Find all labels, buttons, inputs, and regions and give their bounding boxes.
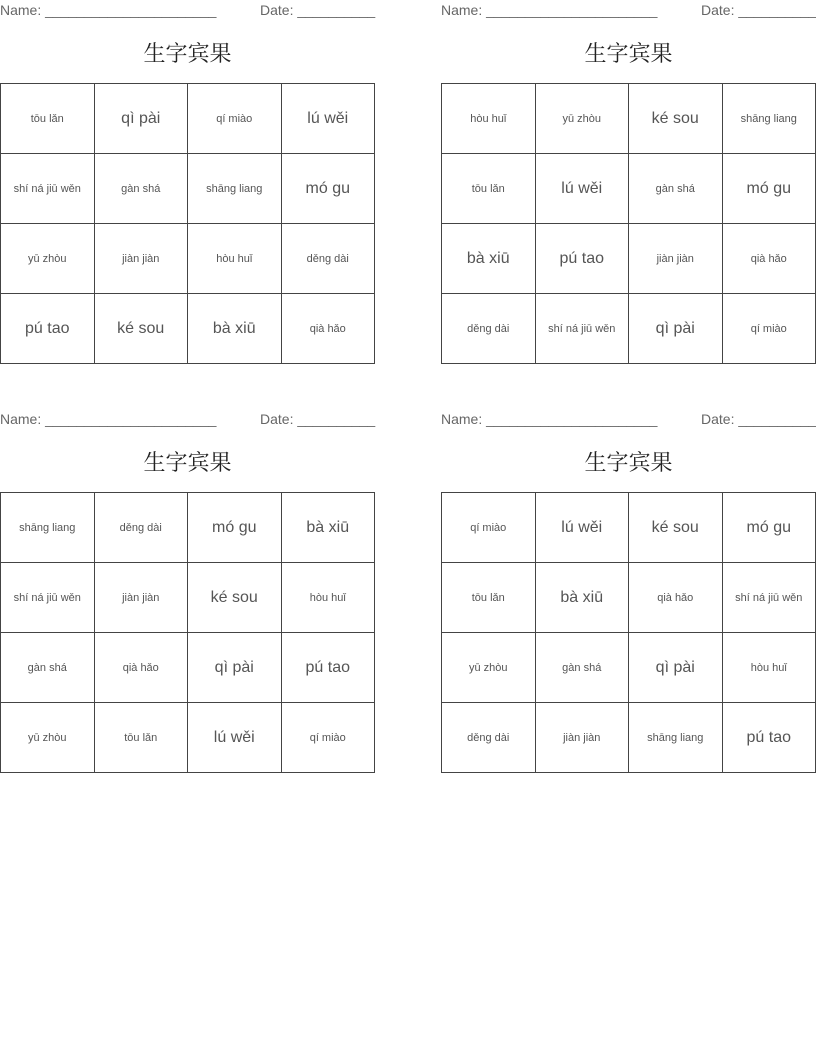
name-label: Name: xyxy=(441,2,483,18)
bingo-cell: yū zhòu xyxy=(536,84,630,154)
name-label: Name: xyxy=(441,411,483,427)
bingo-cell: tōu lǎn xyxy=(442,154,536,224)
bingo-cell: pú tao xyxy=(1,294,95,364)
bingo-grid xyxy=(0,492,375,773)
bingo-cell: mó gu xyxy=(723,493,816,563)
bingo-cell: jiàn jiàn xyxy=(629,224,723,294)
name-blank: ______________________ xyxy=(45,411,217,427)
name-line xyxy=(441,411,657,427)
bingo-card xyxy=(0,0,375,366)
date-blank: __________ xyxy=(738,411,816,427)
date-label: Date: xyxy=(701,411,735,427)
name-line xyxy=(0,411,216,427)
name-line xyxy=(441,2,657,18)
bingo-cell: hòu huǐ xyxy=(188,224,282,294)
bingo-cell: qí miào xyxy=(282,703,376,773)
bingo-cell: bà xiū xyxy=(442,224,536,294)
bingo-cell: bà xiū xyxy=(536,563,630,633)
bingo-cell: shí ná jiū wěn xyxy=(1,154,95,224)
bingo-grid xyxy=(441,83,816,364)
bingo-cell: lú wěi xyxy=(536,154,630,224)
bingo-cell: qià hǎo xyxy=(629,563,723,633)
bingo-cell: děng dài xyxy=(442,703,536,773)
name-blank: ______________________ xyxy=(486,411,658,427)
bingo-cell: jiàn jiàn xyxy=(536,703,630,773)
bingo-grid xyxy=(0,83,375,364)
bingo-cell: qià hǎo xyxy=(95,633,189,703)
bingo-cell: qì pài xyxy=(629,294,723,364)
bingo-cell: shāng liang xyxy=(629,703,723,773)
name-blank: ______________________ xyxy=(45,2,217,18)
bingo-cell: tōu lǎn xyxy=(1,84,95,154)
date-label: Date: xyxy=(701,2,735,18)
bingo-cell: pú tao xyxy=(723,703,816,773)
bingo-cell: shí ná jiū wěn xyxy=(1,563,95,633)
bingo-cell: shāng liang xyxy=(1,493,95,563)
bingo-cell: gàn shá xyxy=(1,633,95,703)
bingo-cell: qí miào xyxy=(442,493,536,563)
date-blank: __________ xyxy=(297,411,376,427)
date-line xyxy=(701,2,816,18)
bingo-cell: qì pài xyxy=(188,633,282,703)
bingo-cell: gàn shá xyxy=(629,154,723,224)
card-title: 生字宾果 xyxy=(584,451,673,476)
bingo-cell: mó gu xyxy=(282,154,376,224)
bingo-cell: yū zhòu xyxy=(1,224,95,294)
name-blank: ______________________ xyxy=(486,2,658,18)
bingo-cell: gàn shá xyxy=(95,154,189,224)
bingo-cell: jiàn jiàn xyxy=(95,224,189,294)
bingo-cell: hòu huǐ xyxy=(723,633,816,703)
bingo-cell: shí ná jiū wěn xyxy=(536,294,630,364)
bingo-cell: shāng liang xyxy=(188,154,282,224)
date-line xyxy=(260,411,375,427)
bingo-cell: qí miào xyxy=(723,294,816,364)
bingo-cell: gàn shá xyxy=(536,633,630,703)
bingo-cell: jiàn jiàn xyxy=(95,563,189,633)
bingo-cell: qià hǎo xyxy=(282,294,376,364)
bingo-cell: yū zhòu xyxy=(1,703,95,773)
bingo-cell: ké sou xyxy=(629,493,723,563)
bingo-cell: lú wěi xyxy=(188,703,282,773)
bingo-cell: tōu lǎn xyxy=(442,563,536,633)
bingo-cell: hòu huǐ xyxy=(282,563,376,633)
card-title: 生字宾果 xyxy=(584,42,673,67)
bingo-card xyxy=(441,409,816,775)
bingo-cell: shāng liang xyxy=(723,84,816,154)
date-label: Date: xyxy=(260,2,294,18)
date-line xyxy=(260,2,375,18)
bingo-grid xyxy=(441,492,816,773)
date-line xyxy=(701,411,816,427)
bingo-card xyxy=(441,0,816,366)
bingo-cell: děng dài xyxy=(282,224,376,294)
bingo-cell: shí ná jiū wěn xyxy=(723,563,816,633)
bingo-cell: tōu lǎn xyxy=(95,703,189,773)
bingo-cell: lú wěi xyxy=(282,84,376,154)
bingo-cell: ké sou xyxy=(629,84,723,154)
bingo-cell: ké sou xyxy=(95,294,189,364)
name-label: Name: xyxy=(0,411,42,427)
bingo-cell: yū zhòu xyxy=(442,633,536,703)
bingo-cell: lú wěi xyxy=(536,493,630,563)
bingo-cell: hòu huǐ xyxy=(442,84,536,154)
date-blank: __________ xyxy=(297,2,376,18)
bingo-cell: děng dài xyxy=(95,493,189,563)
bingo-cell: mó gu xyxy=(188,493,282,563)
bingo-cell: bà xiū xyxy=(188,294,282,364)
bingo-cell: qì pài xyxy=(95,84,189,154)
bingo-card xyxy=(0,409,375,775)
bingo-cell: děng dài xyxy=(442,294,536,364)
bingo-cell: qí miào xyxy=(188,84,282,154)
bingo-cell: qì pài xyxy=(629,633,723,703)
bingo-cell: qià hǎo xyxy=(723,224,816,294)
date-label: Date: xyxy=(260,411,294,427)
bingo-cell: bà xiū xyxy=(282,493,376,563)
bingo-cell: pú tao xyxy=(282,633,376,703)
card-title: 生字宾果 xyxy=(143,42,232,67)
card-title: 生字宾果 xyxy=(143,451,232,476)
bingo-cell: ké sou xyxy=(188,563,282,633)
bingo-cell: pú tao xyxy=(536,224,630,294)
date-blank: __________ xyxy=(738,2,816,18)
name-label: Name: xyxy=(0,2,42,18)
bingo-cell: mó gu xyxy=(723,154,816,224)
name-line xyxy=(0,2,216,18)
